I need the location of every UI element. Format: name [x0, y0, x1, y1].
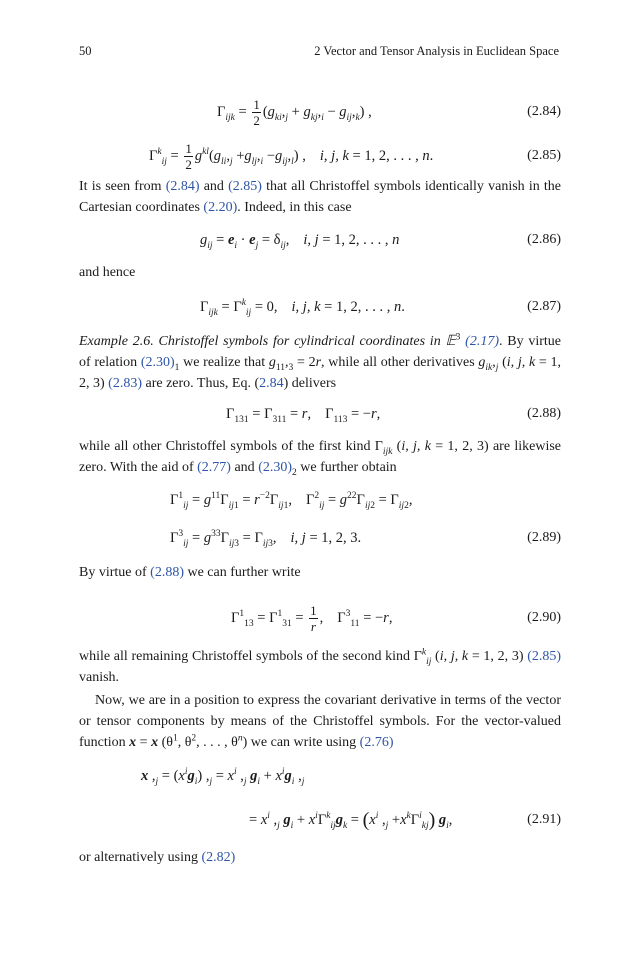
equation-body: $\Gamma^3_{ij} = g^{33}\Gamma_{ij3} = \Gamma_{ij3}$, i, j = 1, 2, 3. [170, 529, 362, 549]
equation-link[interactable]: (2.83) [108, 376, 142, 391]
text-run: while all other Christoffel symbols of the first kind [79, 439, 375, 454]
equation-2-89-line-2 [79, 518, 561, 558]
equation-link[interactable]: (2.85) [527, 649, 562, 664]
equation-number: (2.90) [527, 610, 561, 625]
text-run: . Indeed, in this case [237, 200, 352, 215]
equation-link[interactable]: (2.84) [165, 179, 200, 194]
equation-2-85 [79, 136, 561, 176]
equation-body: $\Gamma^1_{ij} = g^{11}\Gamma_{ij1} = r^{-2}\Gamma_{ij1}$, $\Gamma^2_{ij} = g^{22}\Gamma_{ij2} = \Gamma_{ij2}$, [170, 491, 413, 511]
text-run: we can write using [247, 735, 360, 750]
example-paragraph: Example 2.6. Christoffel symbols for cylindrical coordinates in 𝔼$^3$ (2.17). By virtue of relation $(2.30)_1$ we realize that $g_{11},_3 = 2r$, while all other derivatives $g_{ik},_j$ (i, j, k = 1, 2, 3) (2.83) are zero. Thus, Eq. (2.84) delivers [79, 332, 561, 391]
paragraph: Now, we are in a position to express the covariant derivative in terms of the vector or tensor components by means of the Christoffel symbols. For the vector-valued function x = x ($\theta^1$, $\theta^2$, . . . , $\theta^n$) we can write using (2.76) [79, 693, 561, 750]
equation-number: (2.85) [527, 148, 561, 163]
text-run: while all remaining Christoffel symbols of the second kind [79, 649, 414, 664]
equation-2-89-line-1 [79, 480, 561, 520]
text-run: that all Christoffel symbols identically vanish in the Cartesian coordinates [79, 179, 561, 215]
equation-number: (2.88) [527, 406, 561, 421]
text-run: or alternatively using [79, 850, 202, 865]
equation-2-84 [79, 92, 561, 132]
equation-2-90 [79, 598, 561, 638]
equation-2-91-line-1 [79, 756, 561, 796]
text-run: we can further write [183, 565, 301, 580]
equation-link[interactable]: (2.76) [359, 735, 394, 750]
equation-body: $g_{ij} = e_i \cdot e_j = \delta_{ij}$, i, j = 1, 2, . . . , n [200, 232, 400, 251]
equation-link[interactable]: (2.20) [203, 200, 238, 215]
equation-number: (2.84) [527, 104, 561, 119]
equation-link[interactable]: (2.30) [258, 460, 293, 475]
text-run: vanish. [79, 670, 120, 685]
text-run: , while all other derivatives [321, 355, 479, 370]
text-run: It is seen from [79, 179, 166, 194]
equation-link[interactable]: (2.82) [201, 850, 236, 865]
paragraph: while all other Christoffel symbols of the first kind $\Gamma_{ijk}$ (i, j, k = 1, 2, 3) are likewise zero. With the aid of (2.77) and $(2.30)_2$ we further obtain [79, 439, 562, 478]
equation-body: x $,_j = (x^ig_i) ,_j = x^i$ $,_j$ $g_i + x^ig_i$ $,_j$ [141, 767, 305, 787]
equation-body: $\Gamma^k_{ij}$ = $\frac{1}{2}$ $g^{kl}(g_{li},_j +g_{lj},_i -g_{ij},_l)$ , i, j, k = 1, 2, . . . , n. [149, 141, 434, 173]
paragraph [79, 176, 561, 218]
text-run: Now, we are in a position to express the covariant derivative in terms of the vector or tensor components by means of the Christoffel symbols. For the vector-valued function [79, 693, 561, 750]
equation-link[interactable]: (2.88) [150, 565, 184, 580]
text-run: ) delivers [283, 376, 337, 391]
equation-body: $\Gamma_{131} = \Gamma_{311} = r$, $\Gamma_{113} = -r$, [226, 406, 381, 425]
text-run: . By virtue of relation [79, 334, 561, 370]
text-run: and [199, 179, 229, 194]
paragraph: while all remaining Christoffel symbols of the second kind $\Gamma^k_{ij}$ (i, j, k = 1, 2, 3) (2.85) vanish. [79, 647, 562, 685]
paragraph: and hence [79, 265, 136, 280]
text-run: we further obtain [296, 460, 397, 475]
equation-number: (2.89) [527, 530, 561, 545]
equation-2-91-line-2 [79, 800, 561, 840]
equation-2-87 [79, 287, 561, 327]
equation-link[interactable]: (2.17) [465, 334, 499, 349]
equation-body: = $x^i$ $,_j$ $g_i + x^i\Gamma^k_{ij}g_k = (x^i$ $,_j +x^k\Gamma^i_{kj}$) $g_i$, [249, 809, 453, 831]
equation-link[interactable]: (2.77) [197, 460, 231, 475]
equation-number: (2.91) [527, 812, 561, 827]
equation-body: $\Gamma_{ijk} = \Gamma^k_{ij} = 0$, i, j, k = 1, 2, . . . , n. [200, 298, 405, 318]
running-title: 2 Vector and Tensor Analysis in Euclidean Space [314, 44, 559, 58]
equation-number: (2.87) [527, 299, 561, 314]
example-label: Example 2.6. Christoffel symbols for cylindrical coordinates in [79, 334, 446, 349]
paragraph [79, 562, 561, 583]
equation-body: $\Gamma_{ijk}$ = $\frac{1}{2}$ $(g_{ki},_j + g_{kj},_i - g_{ij},_k)$ , [217, 97, 372, 129]
page-number: 50 [79, 44, 92, 58]
equation-link[interactable]: (2.85) [228, 179, 262, 194]
text-run: we realize that [179, 355, 269, 370]
equation-2-88 [79, 394, 561, 434]
equation-number: (2.86) [527, 232, 561, 247]
equation-link[interactable]: (2.30) [140, 355, 175, 370]
equation-2-86 [79, 220, 561, 260]
text-run: are likewise zero. With the aid of [79, 439, 562, 475]
paragraph [79, 847, 561, 868]
equation-link[interactable]: 2.84 [259, 376, 284, 391]
equation-body: $\Gamma^1_{13} = \Gamma^1_{31}$ = $\frac{1}{r}$ , $\Gamma^3_{11} = -r$, [231, 603, 393, 635]
text-run: and [230, 460, 259, 475]
text-run: are zero. Thus, Eq. ( [142, 376, 260, 391]
text-run: By virtue of [79, 565, 151, 580]
